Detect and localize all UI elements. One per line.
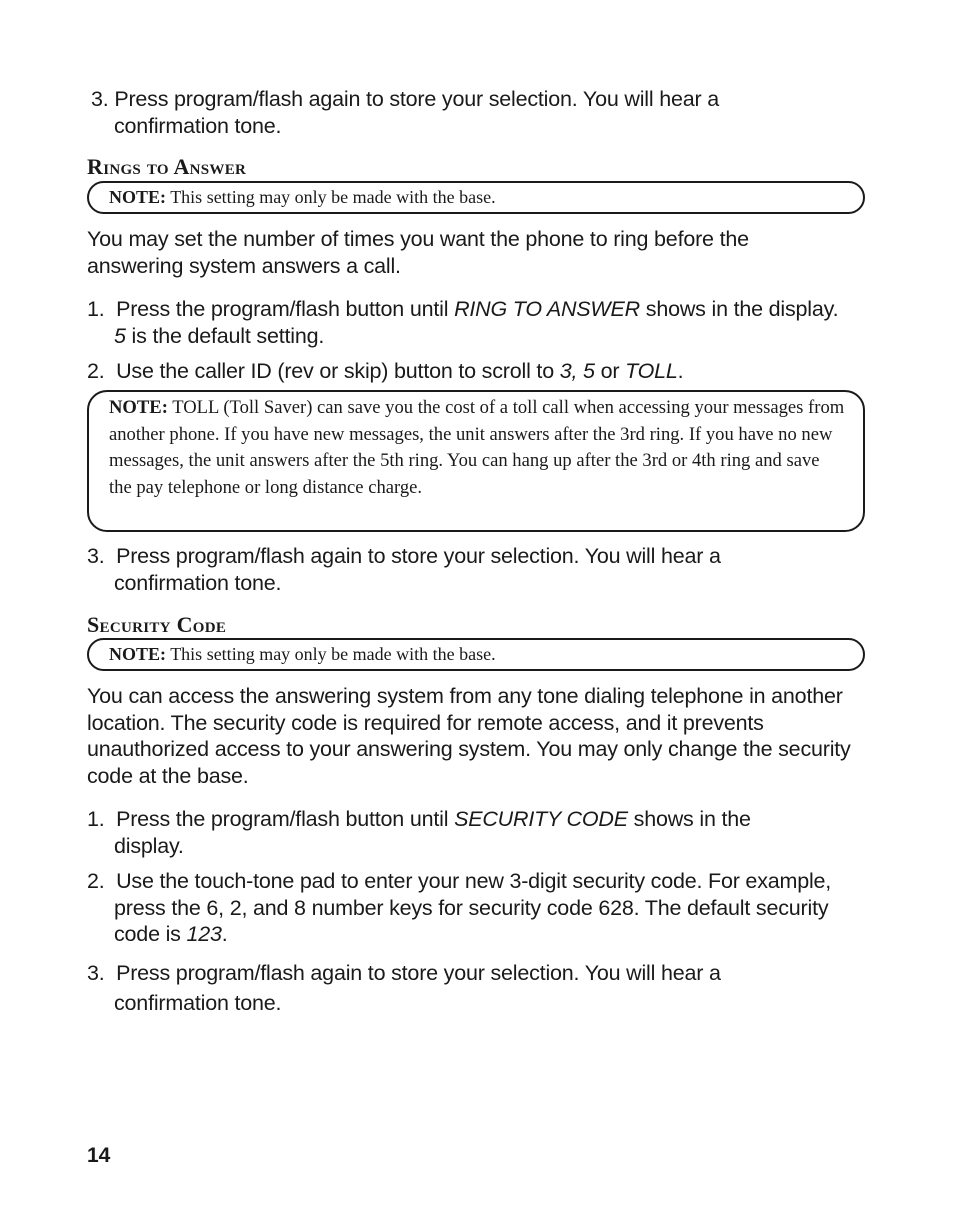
security-intro: You can access the answering system from any tone dialing telephone in another location. The security code is required for remote access, and it prevents unauthorized access to your answering system. You may only change the security code at the base.	[87, 684, 851, 788]
ring-options: 3, 5	[559, 359, 595, 383]
note-text: This setting may only be made with the base.	[166, 187, 496, 207]
toll-option: TOLL	[625, 359, 678, 383]
rings-base-note	[87, 181, 865, 214]
step-number: 1.	[87, 297, 105, 321]
step-text: or	[594, 359, 626, 383]
note-label: NOTE:	[109, 187, 167, 207]
rings-heading: Rings to Answer	[87, 154, 247, 179]
default-code: 123	[186, 922, 222, 946]
step-number: 3.	[87, 961, 105, 985]
security-base-note	[87, 638, 865, 671]
step-number: 3.	[91, 87, 109, 111]
display-text: SECURITY CODE	[454, 807, 628, 831]
security-step-1	[87, 806, 794, 859]
step-text: Press program/flash again to store your selection. You will hear a confirmation tone.	[114, 544, 721, 595]
step-number: 3.	[87, 544, 105, 568]
toll-saver-note	[87, 390, 865, 532]
step-text: Press the program/flash button until	[116, 297, 455, 321]
step-text: Press the program/flash button until	[116, 807, 455, 831]
step-text: Use the touch-tone pad to enter your new 3-digit security code. For example, press the 6, 2, and 8 number keys for security code 628. The default security code is	[114, 869, 832, 946]
intro-step-3	[87, 86, 834, 139]
note-text: This setting may only be made with the base.	[166, 644, 496, 664]
note-label: NOTE:	[109, 644, 167, 664]
step-text: shows in the display.	[640, 297, 839, 321]
step-text: Press program/flash again to store your selection. You will hear a confirmation tone.	[114, 961, 721, 1015]
rings-intro: You may set the number of times you want the phone to ring before the answering system answers a call.	[87, 227, 749, 278]
step-text: .	[221, 922, 228, 946]
security-heading: Security Code	[87, 612, 227, 637]
rings-step-3	[87, 543, 834, 596]
rings-step-1	[87, 296, 854, 349]
rings-step-2	[87, 358, 874, 385]
step-text: Use the caller ID (rev or skip) button to scroll to	[116, 359, 560, 383]
security-step-3	[87, 958, 834, 1018]
display-text: RING TO ANSWER	[454, 297, 640, 321]
step-text: Press program/flash again to store your selection. You will hear a confirmation tone.	[114, 87, 719, 138]
step-number: 2.	[87, 869, 105, 893]
step-number: 2.	[87, 359, 105, 383]
step-number: 1.	[87, 807, 105, 831]
default-value: 5	[114, 323, 126, 348]
step-text: shows in the display.	[114, 807, 751, 858]
note-label: NOTE:	[109, 397, 168, 418]
security-step-2	[87, 868, 869, 948]
step-text: .	[677, 359, 684, 383]
note-text: TOLL (Toll Saver) can save you the cost of a toll call when accessing your messages from another phone. If you have new messages, the unit answers after the 3rd ring. If you have no new messages, the unit answers after the 5th ring. You can hang up after the 3rd or 4th ring and save the pay telephone or long distance charge.	[109, 397, 845, 498]
page-number: 14	[87, 1144, 111, 1167]
step-text: is the default setting.	[125, 323, 325, 348]
